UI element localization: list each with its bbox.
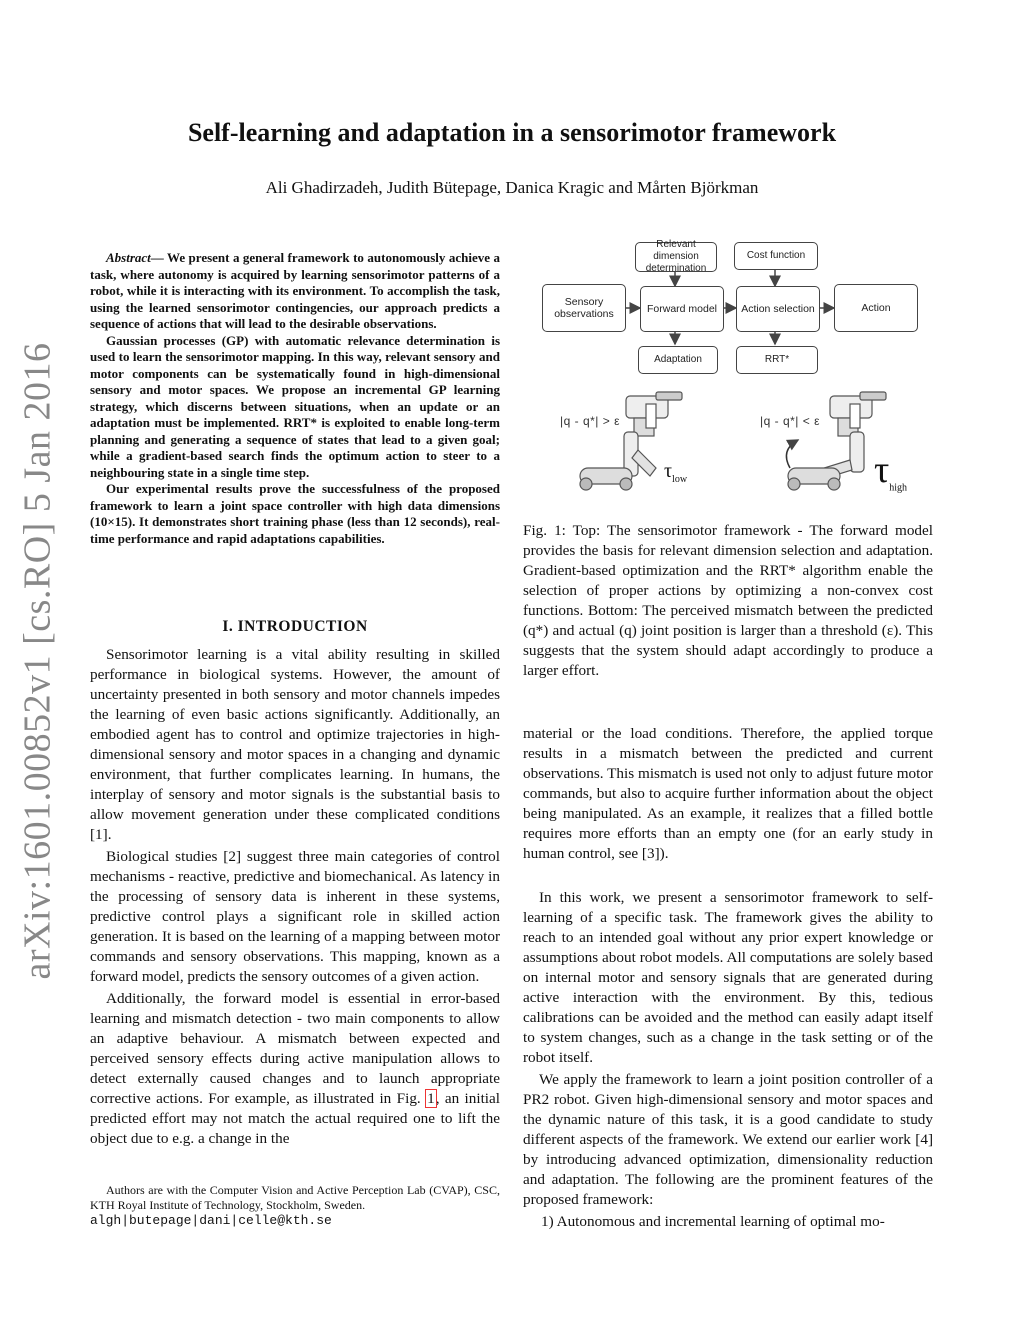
footnote-affiliation: Authors are with the Computer Vision and Active Perception Lab (CVAP), CSC, KTH Royal Institute of Technology, Stockholm, Sweden. [90, 1183, 500, 1212]
box-adaptation: Adaptation [638, 346, 718, 374]
intro-paragraph-3-end: , an initial predicted effort may not match the actual required one to lift the object due to e.g. a change in the [90, 1090, 500, 1147]
mismatch-label-left: |q - q*| > ε [560, 414, 620, 428]
footnote-emails: algh|butepage|dani|celle@kth.se [90, 1213, 332, 1228]
tau-low-symbol [664, 460, 687, 485]
box-action-selection: Action selection [736, 286, 820, 332]
tau-high: τ [874, 449, 890, 491]
abstract-paragraph-1 [90, 250, 500, 333]
introduction-body [90, 645, 500, 1149]
abstract-text-1: — We present a general framework to autonomously achieve a task, where autonomy is acquired by learning sensorimotor patterns of a robot, while it is interacting with its environment. To accomplish the task, using the learned sensorimotor contingencies, our approach predicts a sequence of actions that will lead to the desirable observations. [90, 250, 500, 331]
abstract-label: Abstract [106, 250, 151, 265]
arxiv-id-text: arXiv:1601.00852v1 [cs.RO] 5 Jan 2016 [16, 342, 59, 980]
box-action: Action [834, 284, 918, 332]
intro-paragraph-2: Biological studies [2] suggest three main categories of control mechanisms - reactive, predictive and biomechanical. As latency in the processing of sensory data is inherent in these systems, predictive control plays a significant role in skilled action generation. It is based on the learning of a mapping between motor commands and sensory observations. This mapping, known as a forward model, predicts the sensory outcomes of a given action. [90, 848, 500, 985]
tau-high-symbol [874, 448, 907, 494]
tau-high-subscript: high [889, 482, 908, 494]
mismatch-label-right: |q - q*| < ε [760, 414, 820, 428]
feature-list-item-1: 1) Autonomous and incremental learning of optimal mo- [541, 1213, 885, 1230]
author-footnote [90, 1183, 500, 1228]
box-cost-function: Cost function [734, 242, 818, 270]
intro-paragraph-3-start: Additionally, the forward model is essential in error-based learning and mismatch detection - two main components to allow an adaptive behaviour. A mismatch between expected and perceived sensory effects during active manipulation allows to detect externally caused changes and to launch appropriate corrective actions. For example, as illustrated in Fig. [90, 990, 500, 1107]
right-paragraph-3: We apply the framework to learn a joint position controller of a PR2 robot. Given high-dimensional sensory and motor spaces and the dynamic nature of this task, it is a good candidate to study different aspects of the framework. We extend our earlier work [4] by introducing advanced optimization, dimensionality reduction and adaptation. The following are the prominent features of the proposed framework: [523, 1071, 933, 1208]
abstract [90, 250, 500, 547]
arxiv-identifier [6, 342, 68, 980]
section-heading-introduction: I. INTRODUCTION [222, 618, 368, 635]
robot-illustration-right [786, 392, 886, 490]
paper-authors: Ali Ghadirzadeh, Judith Bütepage, Danica Kragic and Mårten Björkman [265, 178, 759, 197]
figure-1-caption [523, 521, 933, 681]
paper-title: Self-learning and adaptation in a sensorimotor framework [187, 118, 837, 147]
abstract-paragraph-3: Our experimental results prove the successfulness of the proposed framework to learn a joint space controller with high data dimensions (10×15). It demonstrates short training phase (less than 12 seconds), real-time performance and rapid adaptations capabilities. [90, 481, 500, 546]
intro-paragraph-1: Sensorimotor learning is a vital ability resulting in skilled performance in biological systems. However, the amount of uncertainty presented in both sensory and motor channels impedes the learning of even basic actions significantly. Additionally, an embodied agent has to control and optimize trajectories in high-dimensional sensory and motor spaces in a changing and dynamic environment, that further complicates learning. In humans, the interplay of sensory and motor signals is the substantial basis to allow movement generation under these complicated conditions [1]. [90, 646, 500, 843]
box-rrt-star: RRT* [736, 346, 818, 374]
figure-1 [528, 236, 938, 506]
right-paragraph-2: In this work, we present a sensorimotor framework to self-learning of a specific task. The framework gives the ability to reach to an intended goal without any prior expert knowledge or assumptions about robot models. All computations are solely based on internal motor and sensory signals that are generated during active interaction with the environment. By this, tedious calibrations can be avoided and the method can easily adapt itself to system changes, such as a change in the task setting or of the robot itself. [523, 889, 933, 1066]
right-column-body [523, 724, 933, 1232]
abstract-paragraph-2: Gaussian processes (GP) with automatic relevance determination is used to learn the sensorimotor mapping. In this way, relevant sensory and motor components can be systematically found in high-dimensional sensory and motor spaces. We propose an incremental GP learning strategy, which discerns between situations, when an update or an adaptation must be implemented. RRT* is exploited to enable long-term planning and generating a sequence of states that lead to a given goal; while a gradient-based search finds the optimum action to steer to a neighbouring state in a single time step. [90, 332, 500, 480]
tau-low: τ [664, 460, 673, 482]
figure-reference-link[interactable]: 1 [427, 1090, 435, 1107]
caption-text: Fig. 1: Top: The sensorimotor framework - The forward model provides the basis for relevant dimension selection and adaptation. Gradient-based optimization and the RRT* algorithm enable the selection of proper actions by optimizing a non-convex cost functions. Bottom: The perceived mismatch between the predicted (q*) and actual (q) joint position is larger than a threshold (ε). This suggests that the system should adapt accordingly to produce a larger effort. [523, 522, 933, 679]
right-paragraph-1: material or the load conditions. Therefore, the applied torque results in a mismatch between the predicted and current observations. This mismatch is used not only to adjust future motor commands, but also to acquire further information about the object being manipulated. As an example, it realizes that a filled bottle requires more efforts than an empty one (for an early study in human control, see [3]). [523, 725, 933, 862]
tau-low-subscript: low [672, 474, 688, 485]
intro-paragraph-3 [90, 989, 500, 1149]
box-relevant-dimension: Relevant dimension determination [635, 242, 717, 272]
box-forward-model: Forward model [640, 286, 724, 332]
box-sensory-observations: Sensory observations [542, 284, 626, 332]
